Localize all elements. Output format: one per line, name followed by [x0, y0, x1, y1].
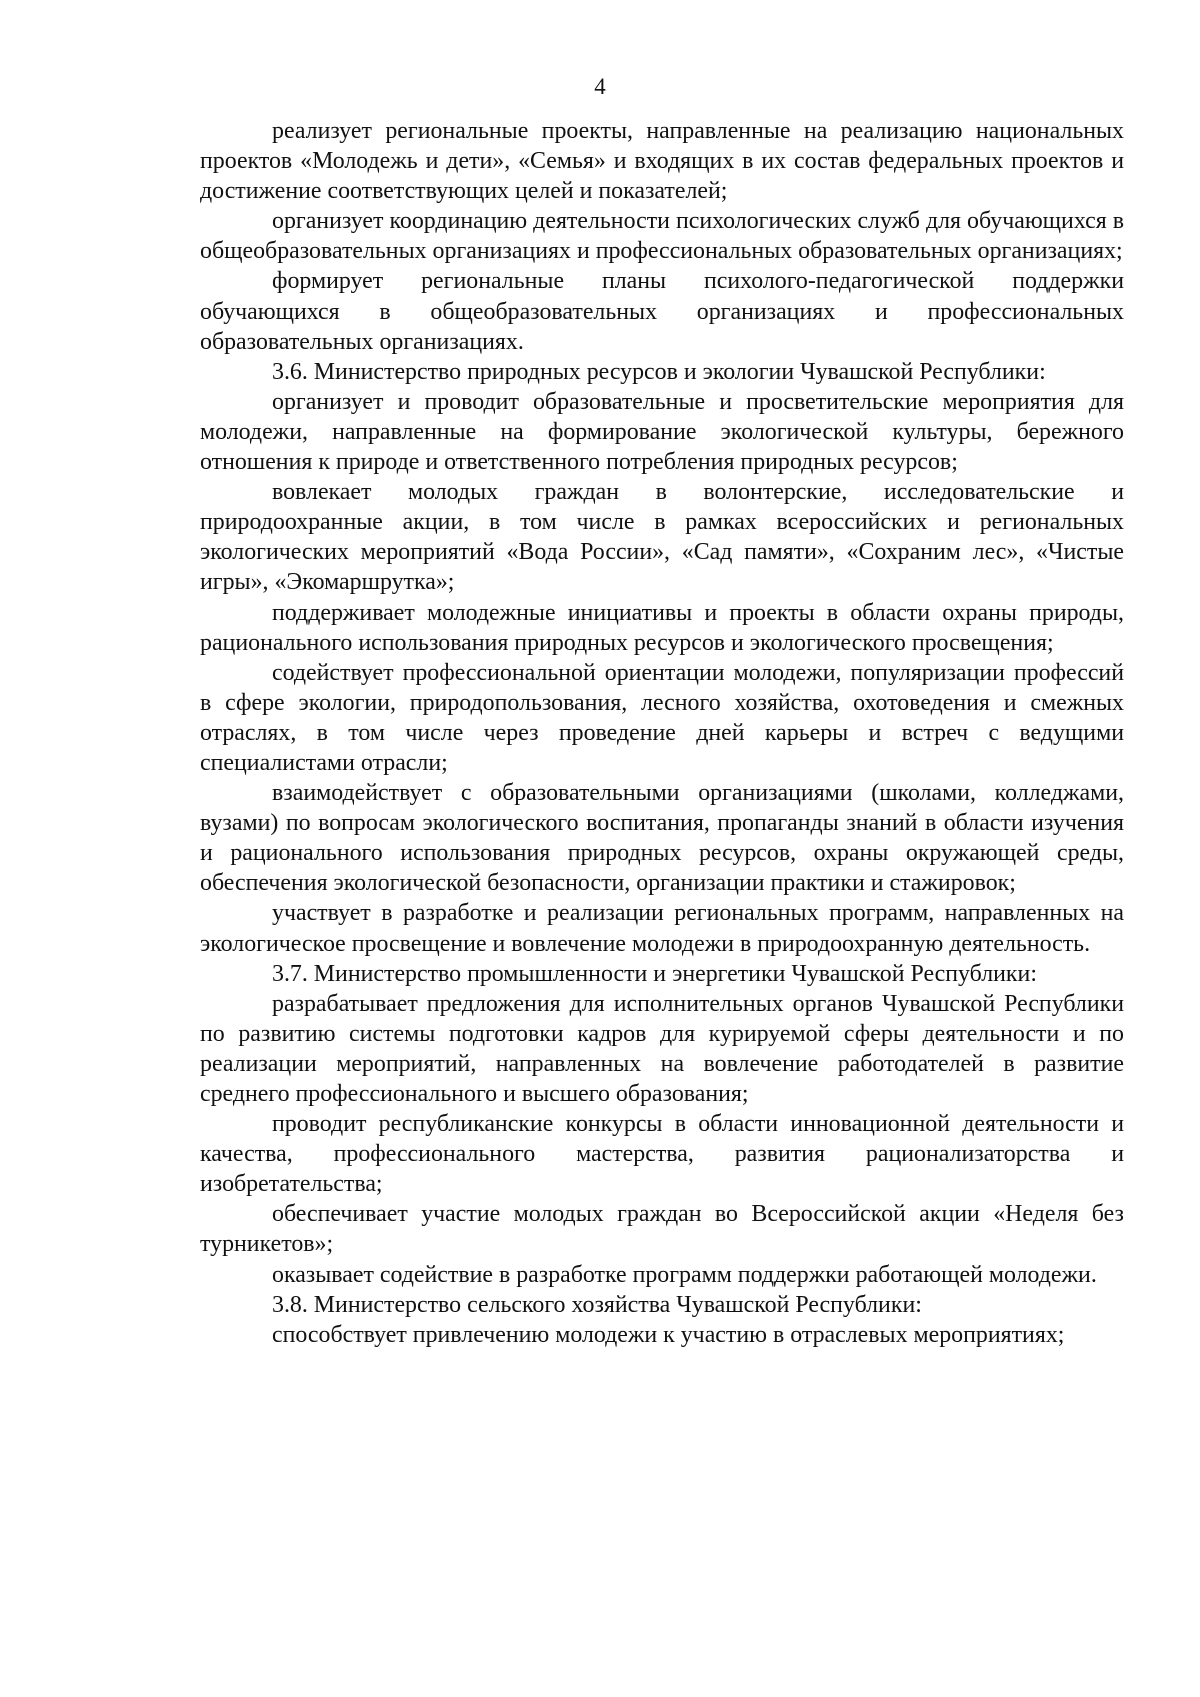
- section-heading-3-8: 3.8. Министерство сельского хозяйства Чувашской Республики:: [272, 1291, 922, 1318]
- paragraph-psychological-support-plans: формирует региональные планы психолого-педагогической поддержки обучающихся в общеобразовательных организациях и профессиональных образовательных организациях.: [200, 268, 1124, 355]
- paragraph-volunteer-actions: вовлекает молодых граждан в волонтерские, исследовательские и природоохранные акции, в том числе в рамках всероссийских и региональных экологических мероприятий «Вода России», «Сад памяти», «Сохраним лес», «Чистые игры», «Экомаршрутка»;: [200, 479, 1124, 596]
- paragraph-industry-events: способствует привлечению молодежи к участию в отраслевых мероприятиях;: [272, 1321, 1065, 1348]
- paragraph-education-cooperation: взаимодействует с образовательными организациями (школами, колледжами, вузами) по вопросам экологического воспитания, пропаганды знаний в области изучения и рационального использования природных ресурсов, охраны окружающей среды, обеспечения экологической безопасности, организации практики и стажировок;: [200, 780, 1124, 897]
- section-heading-3-7: 3.7. Министерство промышленности и энергетики Чувашской Республики:: [272, 960, 1037, 987]
- paragraph-week-without-turnstiles: обеспечивает участие молодых граждан во Всероссийской акции «Неделя без турникетов»;: [200, 1201, 1124, 1258]
- paragraph-working-youth-support: оказывает содействие в разработке программ поддержки работающей молодежи.: [272, 1261, 1097, 1288]
- paragraph-psychological-services: организует координацию деятельности психологических служб для обучающихся в общеобразовательных организациях и профессиональных образовательных организациях;: [200, 208, 1124, 265]
- paragraph-contests: проводит республиканские конкурсы в области инновационной деятельности и качества, профессионального мастерства, развития рационализаторства и изобретательства;: [200, 1111, 1124, 1198]
- paragraph-personnel-training: разрабатывает предложения для исполнительных органов Чувашской Республики по развитию системы подготовки кадров для курируемой сферы деятельности и по реализации мероприятий, направленных на вовлечение работодателей в развитие среднего профессионального и высшего образования;: [200, 990, 1124, 1107]
- section-heading-3-6: 3.6. Министерство природных ресурсов и экологии Чувашской Республики:: [272, 358, 1046, 385]
- paragraph-regional-projects: реализует региональные проекты, направленные на реализацию национальных проектов «Молодежь и дети», «Семья» и входящих в их состав федеральных проектов и достижение соответствующих целей и показателей;: [200, 118, 1124, 205]
- page-number: 4: [594, 74, 606, 99]
- paragraph-ecology-events: организует и проводит образовательные и просветительские мероприятия для молодежи, направленные на формирование экологической культуры, бережного отношения к природе и ответственного потребления природных ресурсов;: [200, 388, 1124, 476]
- paragraph-regional-programs: участвует в разработке и реализации региональных программ, направленных на экологическое просвещение и вовлечение молодежи в природоохранную деятельность.: [200, 900, 1124, 957]
- document-body: [200, 116, 1124, 1350]
- paragraph-career-orientation: содействует профессиональной ориентации молодежи, популяризации профессий в сфере экологии, природопользования, лесного хозяйства, охотоведения и смежных отраслях, в том числе через проведение дней карьеры и встреч с ведущими специалистами отрасли;: [200, 659, 1124, 776]
- paragraph-youth-initiatives: поддерживает молодежные инициативы и проекты в области охраны природы, рационального использования природных ресурсов и экологического просвещения;: [200, 599, 1124, 656]
